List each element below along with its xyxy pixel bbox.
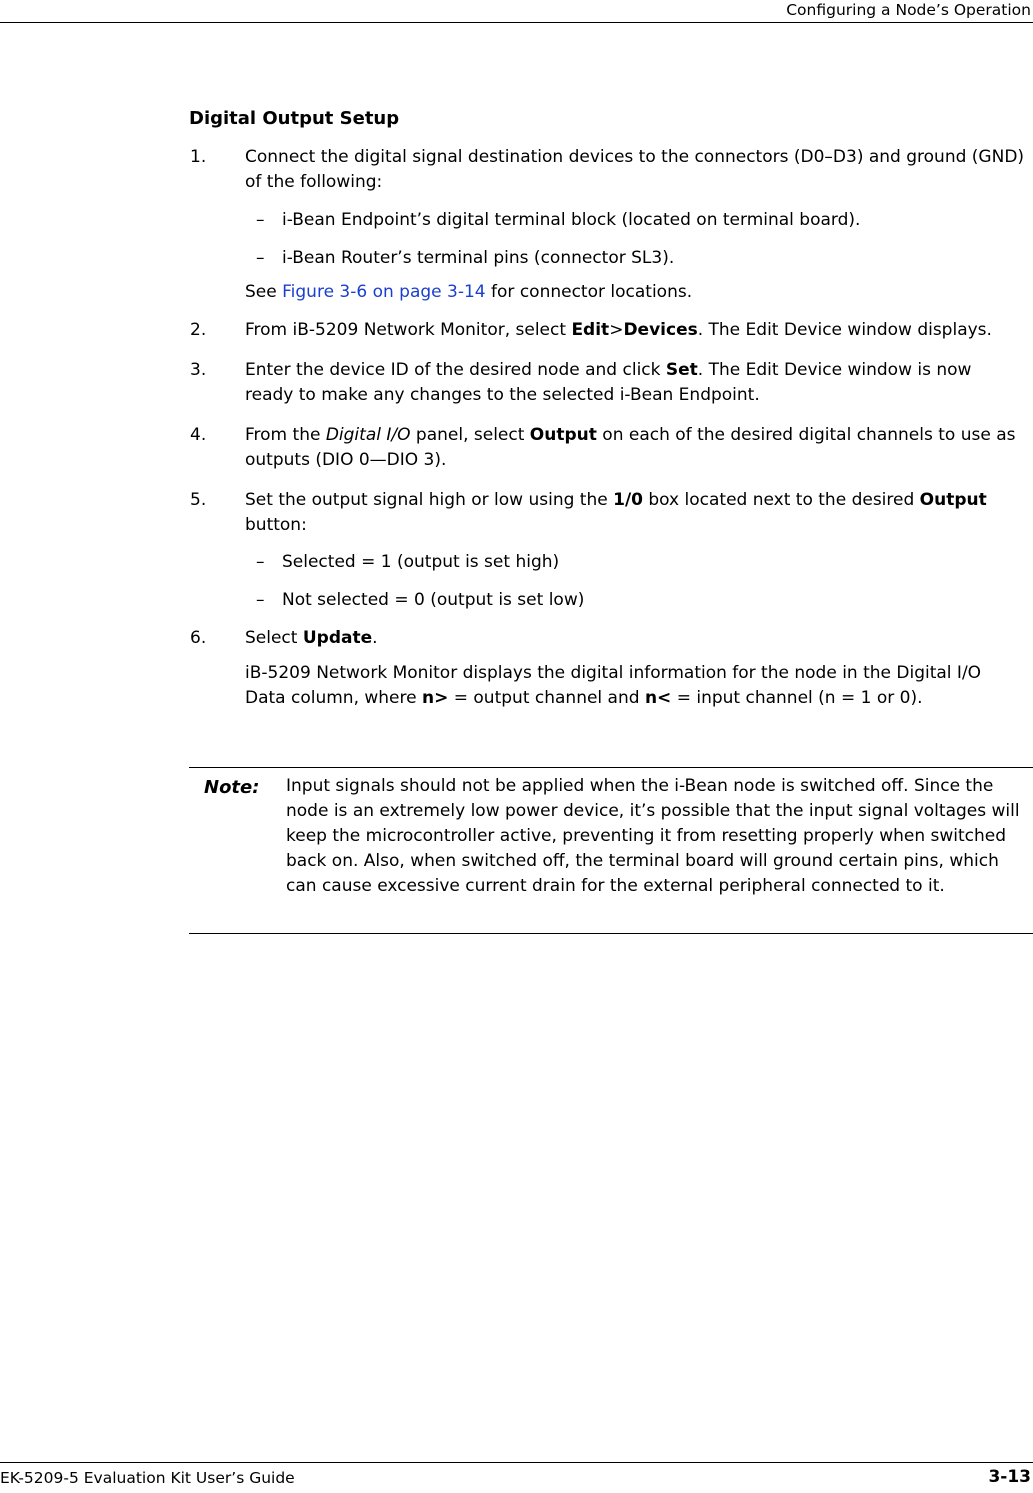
step-3-number: 3. xyxy=(190,360,207,380)
menu-separator: > xyxy=(609,320,624,340)
step-1-text: Connect the digital signal destination devices to the connectors (D0–D3) and ground (GND) of the following: xyxy=(245,147,1025,192)
update-button-label: Update xyxy=(302,628,373,648)
step-6-suffix: . xyxy=(372,628,378,648)
step-4-middle: panel, select xyxy=(410,425,530,445)
step-3-suffix: . The Edit Device window is now ready to make any changes to the selected i-Bean Endpoint. xyxy=(245,360,972,405)
step-5-middle: box located next to the desired xyxy=(642,490,920,510)
step-1-bullet-1: i-Bean Endpoint’s digital terminal block (located on terminal board). xyxy=(282,210,861,230)
see-suffix: for connector locations. xyxy=(485,282,693,302)
step-5-bullet-1: Selected = 1 (output is set high) xyxy=(282,552,560,572)
output-button-label: Output xyxy=(529,425,597,445)
step-4-suffix: on each of the desired digital channels to use as outputs (DIO 0—DIO 3). xyxy=(245,425,1016,470)
bullet-dash: – xyxy=(256,248,265,268)
step-5-number: 5. xyxy=(190,490,207,510)
step-6-follow-text xyxy=(245,661,1025,711)
bullet-dash: – xyxy=(256,552,265,572)
step-5-bullet-2: Not selected = 0 (output is set low) xyxy=(282,590,585,610)
digital-io-panel-label: Digital I/O xyxy=(325,425,411,445)
step-6-text xyxy=(245,626,1025,651)
step-2-text xyxy=(245,318,1030,343)
bullet-dash: – xyxy=(256,590,265,610)
edit-menu-label: Edit xyxy=(571,320,610,340)
see-prefix: See xyxy=(245,282,283,302)
output-channel-symbol: n> xyxy=(422,688,449,708)
section-title: Digital Output Setup xyxy=(189,108,400,129)
input-channel-symbol: n< xyxy=(644,688,672,708)
step-5-text xyxy=(245,488,1025,538)
note-top-rule xyxy=(189,767,1033,768)
footer-rule xyxy=(0,1462,1033,1463)
one-zero-box-label: 1/0 xyxy=(613,490,643,510)
step-4-text xyxy=(245,423,1025,473)
step-2-suffix: . The Edit Device window displays. xyxy=(697,320,992,340)
step-6-prefix: Select xyxy=(245,628,303,648)
follow-prefix: iB-5209 Network Monitor displays the digital information for the node in the Digital I/O Data column, where xyxy=(245,663,982,708)
step-5-prefix: Set the output signal high or low using the xyxy=(245,490,614,510)
step-1-see-line xyxy=(245,280,1025,305)
step-1-bullet-2: i-Bean Router’s terminal pins (connector SL3). xyxy=(282,248,675,268)
bullet-dash: – xyxy=(256,210,265,230)
step-3-text xyxy=(245,358,1020,408)
step-5-suffix: button: xyxy=(245,515,307,535)
figure-link[interactable]: Figure 3-6 on page 3-14 xyxy=(282,282,486,302)
step-4-prefix: From the xyxy=(245,425,326,445)
set-button-label: Set xyxy=(665,360,698,380)
output-button-label: Output xyxy=(919,490,987,510)
follow-suffix: = input channel (n = 1 or 0). xyxy=(671,688,923,708)
step-1-number: 1. xyxy=(190,147,207,167)
header-rule xyxy=(0,22,1033,23)
step-3-prefix: Enter the device ID of the desired node and click xyxy=(245,360,666,380)
devices-menu-label: Devices xyxy=(623,320,698,340)
note-text: Input signals should not be applied when the i-Bean node is switched off. Since the node is an extremely low power device, it’s possible that the input signal voltages will keep the microcontroller active, preventing it from resetting properly when switched back on. Also, when switched off, the terminal board will ground certain pins, which can cause excessive current drain for the external peripheral connected to it. xyxy=(286,776,1020,896)
follow-middle: = output channel and xyxy=(448,688,645,708)
step-4-number: 4. xyxy=(190,425,207,445)
note-bottom-rule xyxy=(189,933,1033,934)
step-2-number: 2. xyxy=(190,320,207,340)
footer-guide-title: EK-5209-5 Evaluation Kit User’s Guide xyxy=(0,1469,295,1487)
step-2-prefix: From iB-5209 Network Monitor, select xyxy=(245,320,572,340)
step-6-number: 6. xyxy=(190,628,207,648)
page-number: 3-13 xyxy=(988,1467,1031,1487)
note-label: Note: xyxy=(204,777,260,798)
running-header-title: Configuring a Node’s Operation xyxy=(786,1,1031,19)
